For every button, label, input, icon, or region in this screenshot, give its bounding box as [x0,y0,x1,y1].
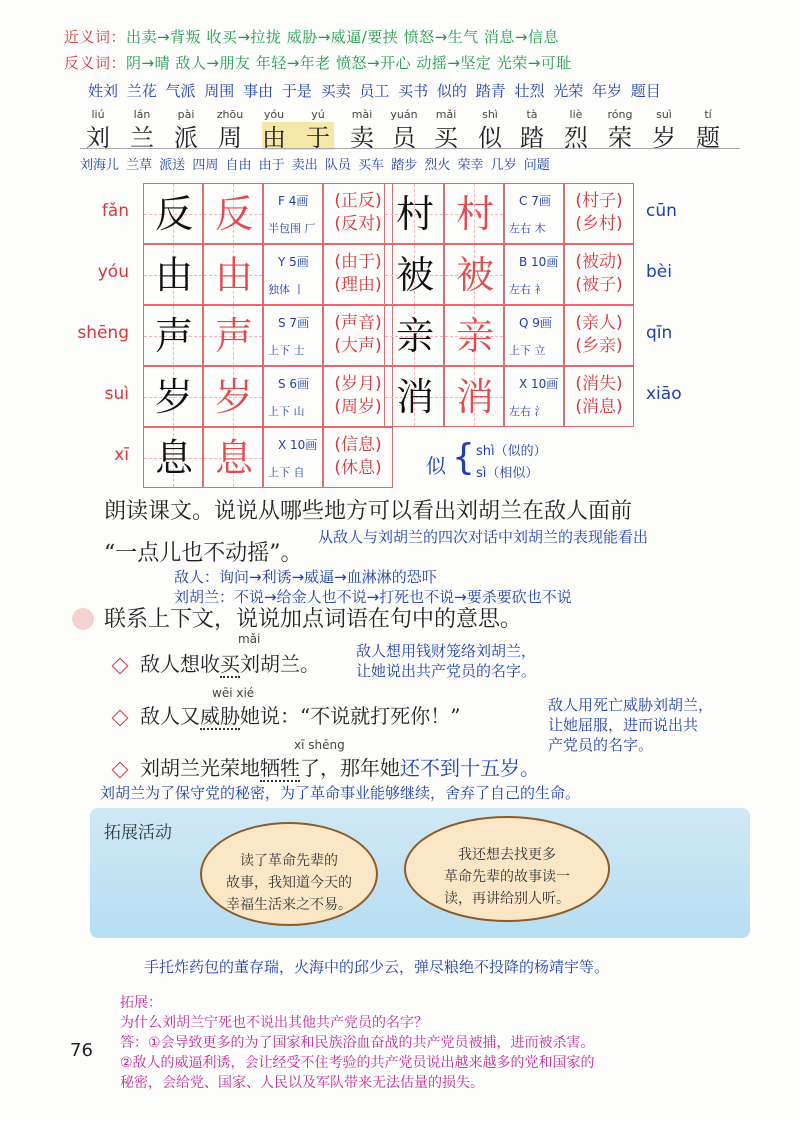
char-word-1: (被动) [575,252,623,272]
pinyin-cell: liè [569,108,583,121]
task2-title: 联系上下文，说说加点词语在句中的意思。 [104,607,523,632]
note-dialogue: 从敌人与刘胡兰的四次对话中刘胡兰的表现能看出 [318,528,649,546]
char-cell-red [444,366,504,427]
char-word-1: (由于) [334,252,382,272]
grid-pinyin: xiāo [646,384,682,404]
si-brace: { [452,437,475,478]
char-word-1: (消失) [575,374,623,394]
ext-answer-2: ②敌人的威逼利诱，会让经受不住考验的共产党员说出越来越多的党和国家的 [120,1055,595,1071]
s2-text-b: 她说：“不说就打死你！” [240,704,461,728]
antonyms-label: 反义词： [64,54,127,72]
char-info-strokes: Y 5画 [278,255,309,269]
s2-note1: 敌人用死亡威胁刘胡兰， [548,696,714,714]
char-cell: 买 [434,124,458,152]
char-word-1: (声音) [334,313,382,333]
char-cell: 荣 [608,124,632,152]
s2-note3: 产党员的名字。 [548,736,654,754]
char-cell: 兰 [130,124,154,152]
char-cell-black [143,244,203,305]
s3-text-b: 了，那年她 [300,756,400,780]
char-word-1: (信息) [334,435,382,455]
grid-pinyin: xī [114,445,129,465]
char-info-structure: 独体 丨 [268,283,305,296]
speech-bubble-2 [404,816,610,922]
grid-char-red: 反 [214,192,253,236]
char-cell-black [143,366,203,427]
char-word-1: (正反) [334,191,382,211]
bubble1-line2: 故事，我知道今天的 [226,875,352,891]
char-cell: 派 [174,124,198,152]
char-info-cell [504,366,564,427]
char-info-strokes: S 6画 [278,377,310,391]
char-info-structure: 左右 氵 [509,405,546,418]
synonyms-label: 近义词： [64,28,127,46]
ext-answer-3: 秘密，会给党、国家、人民以及军队带来无法估量的损失。 [120,1075,484,1091]
pinyin-cell: mài [351,108,373,121]
pinyin-cell: suì [656,108,672,121]
grid-char: 亲 [395,314,434,358]
note-enemy: 敌人：询问→利诱→威逼→血淋淋的恐吓 [174,568,437,586]
s3-pinyin: xī shēng [294,738,345,752]
pinyin-cell: mǎi [435,108,457,121]
char-info-strokes: X 10画 [519,377,559,391]
speech-bubble-1 [200,822,378,926]
char-info-cell [504,305,564,366]
char-info-strokes: F 4画 [278,194,309,208]
char-cell: 踏 [520,124,544,152]
char-word-2: (理由) [334,275,382,295]
char-info-structure: 上下 自 [268,466,305,479]
char-word-2: (反对) [334,214,382,234]
pinyin-cell: róng [607,108,633,121]
diamond-icon [112,762,129,779]
task1-line2: “一点儿也不动摇”。 [104,541,303,566]
char-cell: 烈 [564,124,588,152]
pinyin-cell: yóu [263,108,285,121]
s2-note2: 让她屈服，进而说出共 [548,716,699,734]
char-info-strokes: S 7画 [278,316,310,330]
char-info-structure: 左右 衤 [509,283,546,296]
char-word-1: (岁月) [334,374,382,394]
task1-line1: 朗读课文。说说从哪些地方可以看出刘胡兰在敌人面前 [104,499,633,524]
char-word-1: (村子) [575,191,623,211]
char-info-strokes: Q 9画 [519,316,552,330]
char-info-cell [263,366,323,427]
char-cell-red [203,366,263,427]
page-number: 76 [70,1040,93,1061]
char-word-2: (大声) [334,336,382,356]
grid-char-red: 村 [455,192,494,236]
grid-char-red: 由 [214,253,253,297]
char-cell-red [444,244,504,305]
grid-pinyin: fǎn [101,201,129,221]
char-cell: 似 [478,124,502,152]
grid-pinyin: shēng [77,323,129,343]
s3-text-a: 刘胡兰光荣地 [140,756,260,780]
ext-question: 为什么刘胡兰宁死也不说出其他共产党员的名字？ [120,1015,428,1031]
antonyms-text: 阴→晴 敌人→朋友 年轻→年老 愤怒→开心 动摇→坚定 光荣→可耻 [126,54,572,72]
char-word-2: (消息) [575,397,623,417]
char-word-1: (亲人) [575,313,623,333]
note-heroes: 手托炸药包的董存瑞，火海中的邱少云，弹尽粮绝不投降的杨靖宇等。 [144,958,610,976]
grid-char: 由 [154,253,193,297]
char-words-cell [323,183,393,244]
grid-char: 村 [395,192,434,236]
char-words-cell [323,305,393,366]
char-cell: 岁 [652,124,676,152]
char-info-structure: 半包围 厂 [268,222,316,235]
pinyin-cell: zhōu [216,108,244,121]
pinyin-cell: yuán [390,108,418,121]
grid-char-red: 岁 [214,375,253,419]
s1-note2: 让她说出共产党员的名字。 [356,662,537,680]
char-cell-black [384,366,444,427]
grid-char-red: 被 [455,253,494,297]
bubble1-line1: 读了革命先辈的 [240,853,338,869]
task-bullet-icon [72,608,94,630]
char-cell: 卖 [350,124,374,152]
grid-pinyin: bèi [646,262,672,282]
grid-char: 息 [154,436,193,480]
bubble2-line1: 我还想去找更多 [458,847,556,863]
char-info-cell [504,183,564,244]
char-words-cell [564,305,634,366]
char-cell-black [384,305,444,366]
char-word-2: (乡村) [575,214,623,234]
bubble2-line2: 革命先辈的故事读一 [444,869,570,885]
grid-pinyin: cūn [646,201,677,221]
char-cell: 员 [392,124,416,152]
char-cell-red [444,183,504,244]
si-reading-2: sì（相似） [476,466,539,481]
s1-pinyin: mǎi [238,632,261,646]
activity-title: 拓展活动 [104,823,172,843]
char-words-cell [564,366,634,427]
ext-answer-1: 答：①会导致更多的为了国家和民族浴血奋战的共产党员被捕，进而被杀害。 [120,1035,595,1051]
note-liuhulan: 刘胡兰：不说→给金人也不说→打死也不说→要杀要砍也不说 [174,588,572,606]
si-char: 似 [426,454,446,478]
s2-dotted-word: 威胁 [200,704,240,728]
char-row-underline [80,148,740,149]
char-word-2: (休息) [334,458,382,478]
grid-char: 反 [154,192,193,236]
char-cell-black [384,183,444,244]
char-words-cell [323,427,393,488]
s2-pinyin: wēi xié [212,686,255,700]
char-words-cell [564,244,634,305]
pinyin-cell: shì [482,108,498,121]
grid-char: 被 [395,253,434,297]
char-cell: 于 [306,124,330,152]
char-info-strokes: C 7画 [519,194,551,208]
bubble1-line3: 幸福生活来之不易。 [226,897,352,913]
s1-note1: 敌人想用钱财笼络刘胡兰， [356,642,537,660]
grid-char-red: 消 [455,375,494,419]
s3-dotted-word: 牺牲 [260,756,300,780]
char-info-structure: 左右 木 [509,222,546,235]
char-info-cell [263,244,323,305]
pinyin-cell: pài [177,108,195,121]
sentence-1 [140,648,320,677]
s1-text-b: 刘胡兰。 [240,652,320,676]
char-word-2: (被子) [575,275,623,295]
s1-text-a: 敌人想收 [140,652,220,676]
note-sacrifice: 刘胡兰为了保守党的秘密，为了革命事业能够继续，舍弃了自己的生命。 [100,784,581,802]
sentence-3 [140,752,540,781]
s1-dotted-word: 买 [220,652,240,676]
bubble2-line3: 读，再讲给别人听。 [444,891,570,907]
char-word-2: (周岁) [334,397,382,417]
pinyin-cell: lán [133,108,151,121]
char-info-cell [263,183,323,244]
grid-pinyin: qīn [646,323,673,343]
char-info-structure: 上下 立 [509,344,546,357]
char-info-structure: 上下 士 [268,344,305,357]
diamond-icon [112,658,129,675]
pinyin-cell: tà [526,108,538,121]
char-cell-red [203,427,263,488]
char-words-cell [323,244,393,305]
char-info-strokes: B 10画 [519,255,559,269]
grid-char: 岁 [154,375,193,419]
char-cell-black [143,305,203,366]
pinyin-cell: tí [704,108,712,121]
upper-words: 姓刘 兰花 气派 周围 事由 于是 买卖 员工 买书 似的 踏青 壮烈 光荣 年岁 题目 [88,82,661,100]
s2-text-a: 敌人又 [140,704,200,728]
char-cell: 由 [262,124,286,152]
char-info-cell [263,427,323,488]
lower-words: 刘海儿 兰草 派送 四周 自由 由于 卖出 队员 买车 踏步 烈火 荣幸 几岁 问题 [80,158,550,173]
pinyin-cell: yú [311,108,325,121]
grid-pinyin: suì [104,384,129,404]
char-cell-red [444,305,504,366]
char-cell-red [203,244,263,305]
char-cell-black [384,244,444,305]
char-cell-black [143,427,203,488]
char-info-strokes: X 10画 [278,438,318,452]
char-cell-black [143,183,203,244]
grid-char: 消 [395,375,434,419]
antonyms-line [64,52,572,73]
char-cell: 题 [696,124,720,152]
grid-char-red: 亲 [455,314,494,358]
char-cell: 周 [218,124,242,152]
diamond-icon [112,710,129,727]
grid-char: 声 [154,314,193,358]
char-words-cell [323,366,393,427]
synonyms-text: 出卖→背叛 收买→拉拢 威胁→威逼/要挟 愤怒→生气 消息→信息 [126,28,559,46]
grid-pinyin: yóu [97,262,129,282]
char-cell: 刘 [86,124,110,152]
s3-text-c: 还不到十五岁。 [400,756,540,780]
si-reading-1: shì（似的） [476,444,547,459]
sentence-2 [140,700,460,729]
pinyin-cell: liú [91,108,105,121]
grid-char-red: 息 [214,436,253,480]
char-cell-red [203,183,263,244]
synonyms-line [64,26,559,47]
char-word-2: (乡亲) [575,336,623,356]
char-info-cell [263,305,323,366]
grid-char-red: 声 [214,314,253,358]
char-cell-red [203,305,263,366]
char-words-cell [564,183,634,244]
char-info-cell [504,244,564,305]
char-info-structure: 上下 山 [268,405,305,418]
ext-title: 拓展： [120,995,162,1011]
